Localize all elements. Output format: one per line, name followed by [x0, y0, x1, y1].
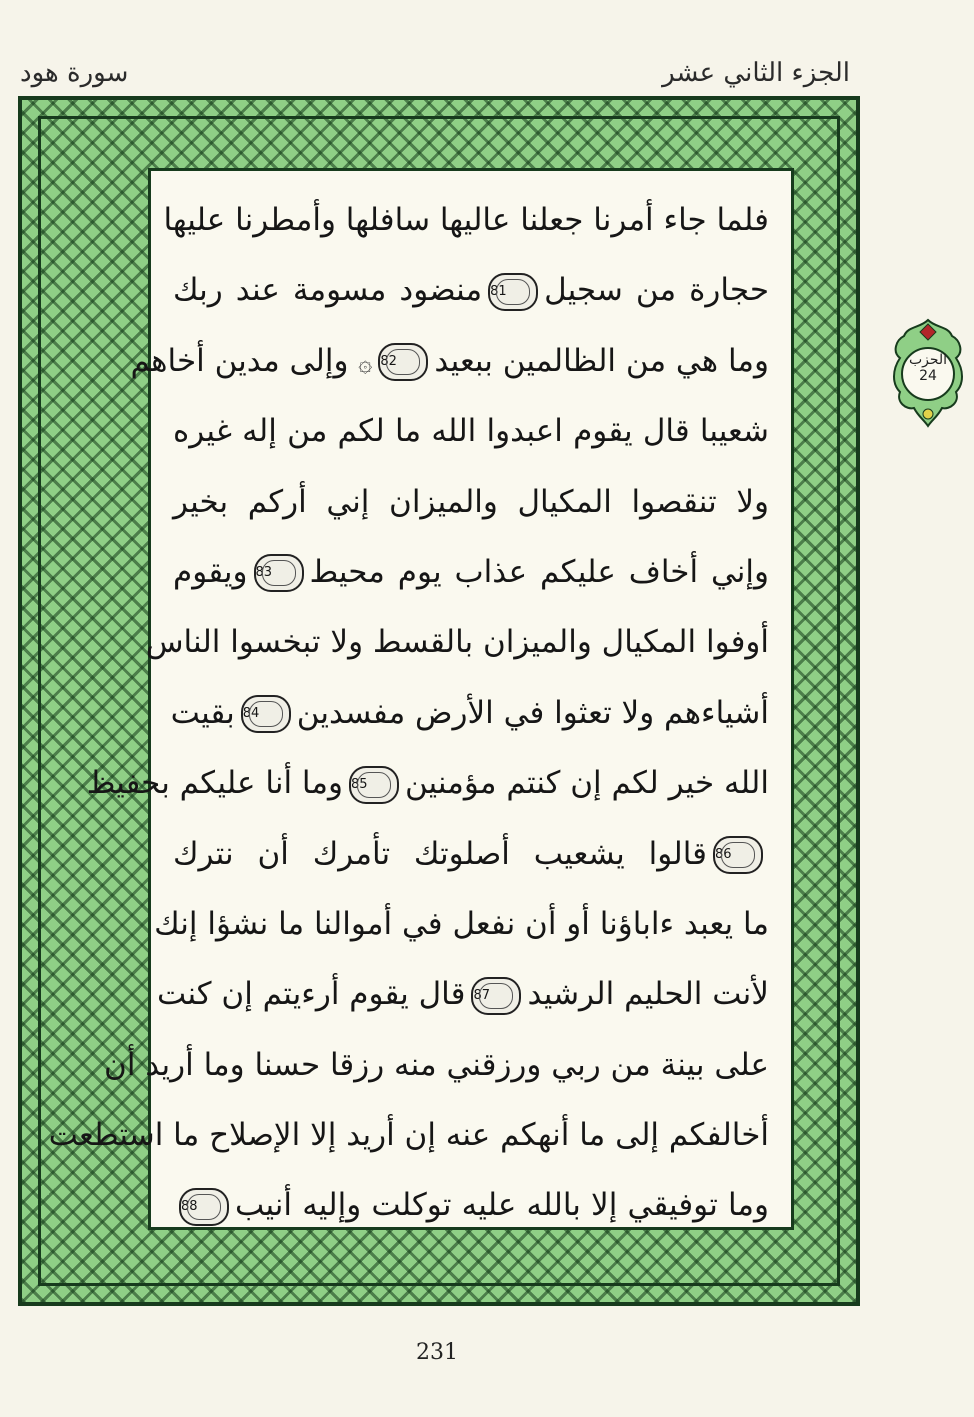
text-line-3: وما هي من الظالمين ببعيد82۞ وإلى مدين أخاهم: [173, 326, 769, 396]
text-line-6: وإني أخاف عليكم عذاب يوم محيط83ويقوم: [173, 537, 769, 607]
ayah-marker: 82: [378, 343, 428, 381]
text-line-7: أوفوا المكيال والميزان بالقسط ولا تبخسوا الناس: [145, 624, 769, 661]
quran-text-panel: [48, 168, 794, 1230]
text-line-4: شعيبا قال يقوم اعبدوا الله ما لكم من إله غيره: [173, 413, 769, 450]
ayah-marker: 81: [488, 273, 538, 311]
ayah-marker: 87: [471, 977, 521, 1015]
text-line-2: حجارة من سجيل81منضود مسومة عند ربك: [173, 255, 769, 325]
text-line-1: فلما جاء أمرنا جعلنا عاليها سافلها وأمطرنا عليها: [163, 202, 769, 238]
text-line-5: ولا تنقصوا المكيال والميزان إني أركم بخير: [173, 483, 769, 520]
juz-title: الجزء الثاني عشر: [662, 58, 850, 88]
text-line-9: الله خير لكم إن كنتم مؤمنين85وما أنا عليكم بحفيظ: [173, 748, 769, 818]
page-number: 231: [416, 1340, 458, 1365]
hizb-number: 24: [919, 368, 937, 384]
surah-title: سورة هود: [20, 58, 129, 88]
hizb-label: الحزب: [908, 352, 948, 368]
ayah-marker: 83: [254, 554, 304, 592]
text-line-12: لأنت الحليم الرشيد87قال يقوم أرءيتم إن كنت: [173, 959, 769, 1029]
page-header: [20, 48, 850, 98]
ayah-marker: 85: [349, 766, 399, 804]
ayah-marker: 88: [179, 1188, 229, 1226]
ayah-marker: 86: [713, 836, 763, 874]
text-line-15: وما توفيقي إلا بالله عليه توكلت وإليه أنيب88: [173, 1170, 769, 1240]
hizb-marker: [890, 318, 966, 428]
text-line-14: أخالفكم إلى ما أنهكم عنه إن أريد إلا الإصلاح ما استطعت: [48, 1117, 769, 1154]
text-line-8: أشياءهم ولا تعثوا في الأرض مفسدين84بقيت: [173, 678, 769, 748]
text-line-13: على بينة من ربي ورزقني منه رزقا حسنا وما أريد أن: [104, 1046, 769, 1083]
text-line-11: ما يعبد ءاباؤنا أو أن نفعل في أموالنا ما نشؤا إنك: [154, 905, 769, 942]
ayah-marker: 84: [241, 695, 291, 733]
rub-el-hizb-icon: ۞: [358, 348, 373, 377]
text-line-10: 86قالوا يشعيب أصلوتك تأمرك أن نترك: [173, 819, 769, 889]
